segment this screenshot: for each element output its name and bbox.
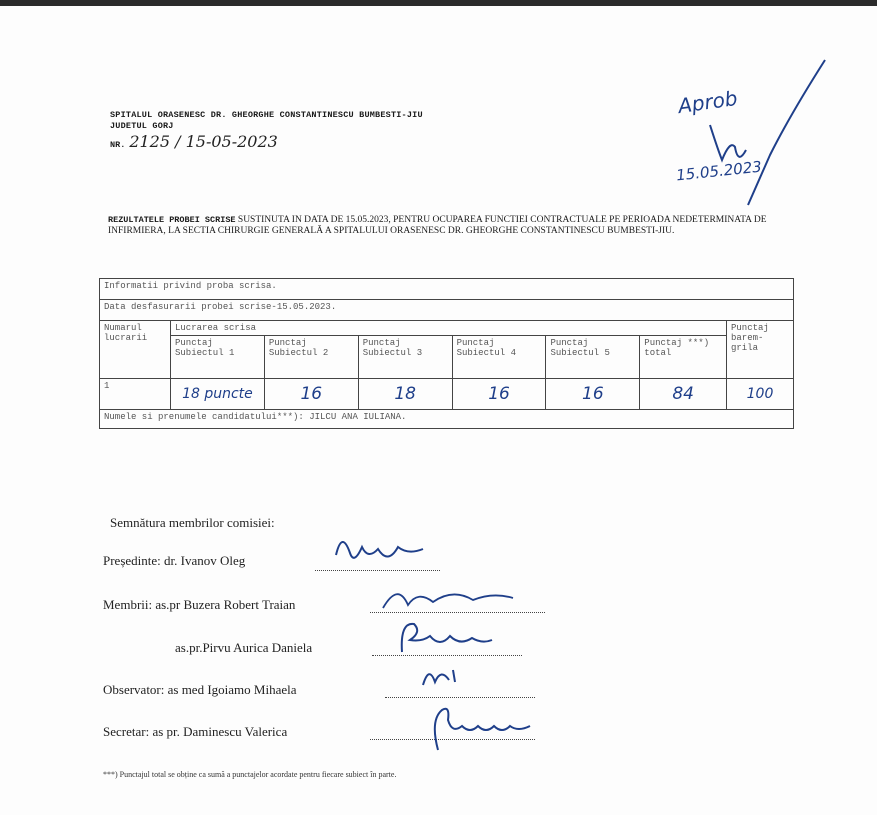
institution-name: SPITALUL ORASENESC DR. GHEORGHE CONSTANTINESCU BUMBESTI-JIU bbox=[110, 110, 423, 120]
subheader-2: Punctaj Subiectul 2 bbox=[264, 336, 358, 379]
county-name: JUDETUL GORJ bbox=[110, 121, 174, 131]
score-4: 16 bbox=[452, 379, 546, 410]
col-key-header: Punctaj barem-grila bbox=[727, 321, 794, 379]
registration-number bbox=[110, 132, 278, 152]
signatures-title: Semnătura membrilor comisiei: bbox=[110, 515, 275, 530]
secretary-signature bbox=[420, 700, 540, 755]
approval-date: 15.05.2023 bbox=[675, 157, 763, 185]
result-text: SUSTINUTA IN DATA DE 15.05.2023, PENTRU OCUPAREA FUNCTIEI CONTRACTUALE PE PERIOADA NEDETERMINATA DE INFIRMIERA, LA SECTIA CHIRURGIE GENERALĂ A SPITALULUI ORASENESC DR. GHEORGHE CONSTANTINESCU BUMBESTI-JIU. bbox=[108, 215, 767, 236]
col-work-header: Lucrarea scrisa bbox=[171, 321, 727, 336]
score-3: 18 bbox=[358, 379, 452, 410]
secretary-label: Secretar: as pr. Daminescu Valerica bbox=[103, 724, 288, 739]
score-total: 84 bbox=[640, 379, 727, 410]
candidate-row: Numele si prenumele candidatului***): JILCU ANA IULIANA. bbox=[100, 410, 794, 429]
observer-signature bbox=[415, 660, 465, 695]
member2-label: as.pr.Pirvu Aurica Daniela bbox=[175, 640, 313, 655]
member2-signature bbox=[392, 612, 502, 662]
nr-label: NR. bbox=[110, 140, 126, 150]
nr-value: 2125 / 15-05-2023 bbox=[129, 132, 278, 151]
info-row: Informatii privind proba scrisa. bbox=[100, 279, 794, 300]
date-row: Data desfasurarii probei scrise-15.05.2023. bbox=[100, 300, 794, 321]
score-1: 18 puncte bbox=[171, 379, 265, 410]
president-label: Președinte: dr. Ivanov Oleg bbox=[103, 553, 246, 568]
score-key: 100 bbox=[727, 379, 794, 410]
score-5: 16 bbox=[546, 379, 640, 410]
results-table bbox=[99, 278, 794, 429]
member1-label: Membrii: as.pr Buzera Robert Traian bbox=[103, 597, 296, 612]
subheader-5: Punctaj Subiectul 5 bbox=[546, 336, 640, 379]
result-title: REZULTATELE PROBEI SCRISE bbox=[108, 215, 236, 225]
score-2: 16 bbox=[264, 379, 358, 410]
observer-label: Observator: as med Igoiamo Mihaela bbox=[103, 682, 297, 697]
subheader-total: Punctaj ***) total bbox=[640, 336, 727, 379]
approval-word: Aprob bbox=[676, 85, 739, 119]
subheader-1: Punctaj Subiectul 1 bbox=[171, 336, 265, 379]
president-signature bbox=[328, 525, 438, 575]
subheader-4: Punctaj Subiectul 4 bbox=[452, 336, 546, 379]
row-nr: 1 bbox=[100, 379, 171, 410]
subheader-3: Punctaj Subiectul 3 bbox=[358, 336, 452, 379]
approval-signature bbox=[660, 55, 840, 215]
footnote: ***) Punctajul total se obține ca sumă a punctajelor acordate pentru fiecare subiect în parte. bbox=[103, 770, 397, 779]
col-nr-header: Numarul lucrarii bbox=[100, 321, 171, 379]
result-paragraph bbox=[108, 215, 788, 237]
